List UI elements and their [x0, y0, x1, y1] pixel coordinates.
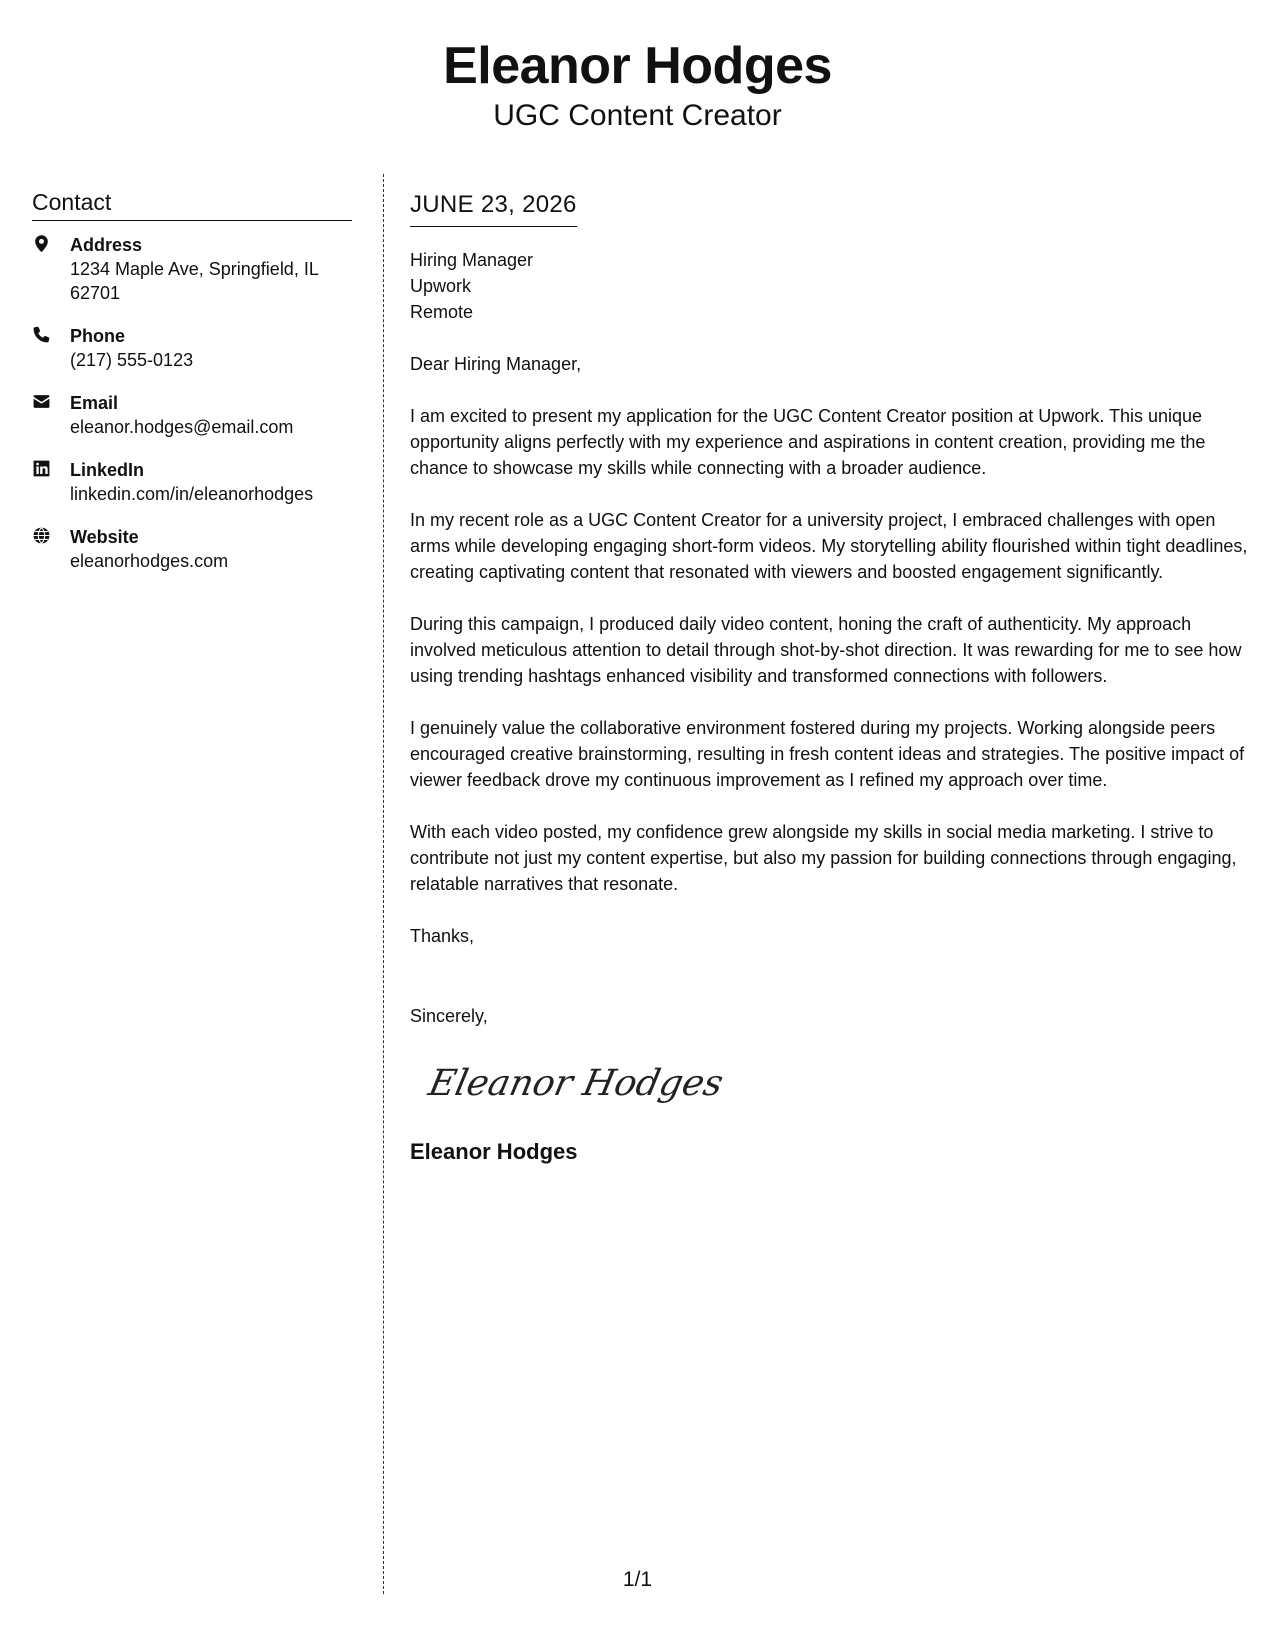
contact-title: Contact — [32, 188, 352, 221]
thanks-line: Thanks, — [410, 926, 475, 946]
body-paragraph: I genuinely value the collaborative environment fostered during my projects. Working alongside peers encouraged creative brainstorming, resulting in fresh content ideas and strategies. The positive impact of viewer feedback drove my continuous improvement as I refined my approach over time. — [410, 718, 1245, 790]
contact-value: linkedin.com/in/eleanorhodges — [70, 484, 314, 504]
signature-image — [424, 1053, 728, 1113]
applicant-name: Eleanor Hodges — [443, 37, 832, 95]
salutation: Dear Hiring Manager, — [410, 354, 582, 374]
contact-label: LinkedIn — [70, 460, 145, 480]
recipient-line: Remote — [410, 302, 474, 322]
page-number-text: 1/1 — [622, 1568, 653, 1591]
letter-date: JUNE 23, 2026 — [410, 190, 577, 227]
contact-linkedin — [32, 458, 352, 506]
applicant-role: UGC Content Creator — [493, 99, 782, 132]
contact-label: Address — [70, 235, 143, 255]
letter-header — [0, 36, 1275, 134]
contact-label: Email — [70, 393, 119, 413]
body-paragraph: I am excited to present my application for the UGC Content Creator position at Upwork. This unique opportunity aligns perfectly with my experience and aspirations in content creation, providing me the chance to showcase my skills while connecting with a broader audience. — [410, 406, 1206, 478]
contact-label: Phone — [70, 326, 126, 346]
contact-value: eleanorhodges.com — [70, 551, 229, 571]
signature-text: Eleanor Hodges — [425, 1061, 728, 1104]
contact-value: (217) 555-0123 — [70, 350, 194, 370]
closing-line: Sincerely, — [410, 1006, 488, 1026]
phone-icon — [32, 324, 70, 372]
contact-sidebar — [32, 188, 352, 592]
body-paragraph: During this campaign, I produced daily video content, honing the craft of authenticity. My approach involved meticulous attention to detail through shot-by-shot direction. It was rewarding for me to see how using trending hashtags enhanced visibility and transformed connections with followers. — [410, 614, 1242, 686]
contact-email — [32, 391, 352, 439]
column-divider — [383, 174, 384, 1594]
globe-icon — [32, 525, 70, 573]
contact-address — [32, 233, 352, 305]
recipient-line: Hiring Manager — [410, 250, 534, 270]
recipient-line: Upwork — [410, 276, 472, 296]
contact-phone — [32, 324, 352, 372]
contact-value: 1234 Maple Ave, Springfield, IL 62701 — [70, 259, 319, 303]
recipient-block — [410, 247, 1250, 325]
printed-name: Eleanor Hodges — [410, 1139, 578, 1164]
body-paragraph: With each video posted, my confidence grew alongside my skills in social media marketing. I strive to contribute not just my content expertise, but also my passion for building connections through engaging, relatable narratives that resonate. — [410, 822, 1237, 894]
contact-website — [32, 525, 352, 573]
envelope-icon — [32, 391, 70, 439]
contact-value: eleanor.hodges@email.com — [70, 417, 294, 437]
body-paragraph: In my recent role as a UGC Content Creator for a university project, I embraced challenges with open arms while developing engaging short-form videos. My storytelling ability flourished within tight deadlines, creating captivating content that resonated with viewers and boosted engagement significantly. — [410, 510, 1248, 582]
page-number — [0, 1568, 1275, 1592]
linkedin-icon — [32, 458, 70, 506]
contact-label: Website — [70, 527, 139, 547]
letter-body — [410, 190, 1250, 1166]
map-pin-icon — [32, 233, 70, 305]
